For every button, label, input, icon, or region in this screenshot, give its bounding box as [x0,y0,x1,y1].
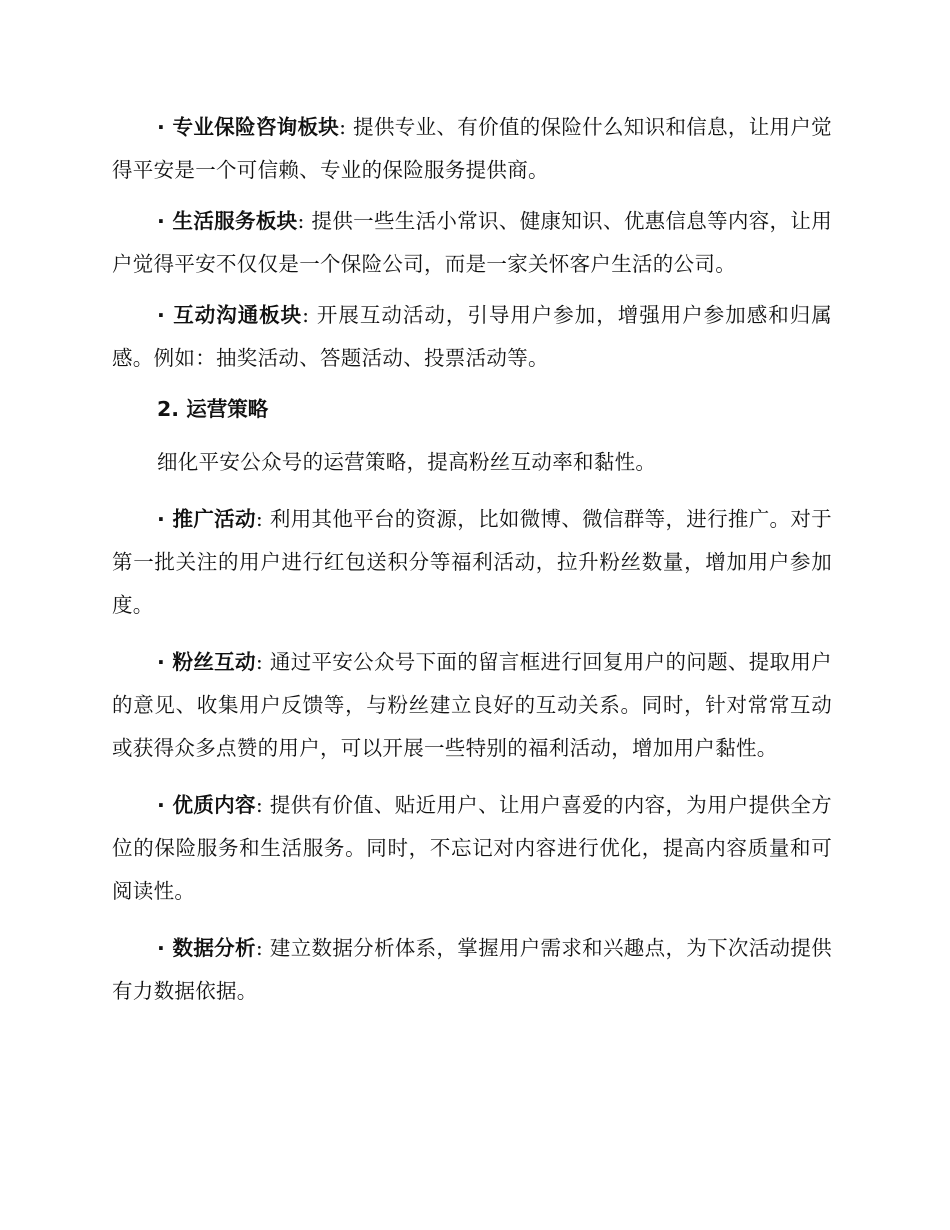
bullet-text: 提供一些生活小常识、健康知识、优惠信息等内容，让用户觉得平安不仅仅是一个保险公司，而是一家关怀客户生活的公司。 [112,209,832,276]
strategy-text: 提供有价值、贴近用户、让用户喜爱的内容，为用户提供全方位的保险服务和生活服务。同时，不忘记对内容进行优化，提高内容质量和可阅读性。 [112,793,832,903]
section-heading: 2. 运营策略 [157,397,269,421]
strategy-text: 通过平安公众号下面的留言框进行回复用户的问题、提取用户的意见、收集用户反馈等，与粉丝建立良好的互动关系。同时，针对常常互动或获得众多点赞的用户，可以开展一些特别的福利活动，增加用户黏性。 [112,650,832,760]
strategy-paragraph-data-analysis [112,927,832,1013]
strategy-colon: : [255,936,270,960]
strategy-text: 利用其他平台的资源，比如微博、微信群等，进行推广。对于第一批关注的用户进行红包送积分等福利活动，拉升粉丝数量，增加用户参加度。 [112,507,832,617]
strategy-text: 建立数据分析体系，掌握用户需求和兴趣点，为下次活动提供有力数据依据。 [112,936,832,1003]
strategy-term: · 数据分析 [157,936,256,960]
strategy-term: · 粉丝互动 [157,650,256,674]
bullet-colon: : [302,303,317,327]
bullet-text: 开展互动活动，引导用户参加，增强用户参加感和归属感。例如：抽奖活动、答题活动、投票活动等。 [112,303,832,370]
strategy-paragraph-promotion [112,498,832,627]
strategy-term: · 优质内容 [157,793,256,817]
strategy-term: · 推广活动 [157,507,256,531]
strategy-paragraph-quality-content [112,784,832,913]
strategy-colon: : [255,793,270,817]
bullet-term: · 生活服务板块 [157,209,298,233]
strategy-colon: : [255,650,270,674]
bullet-term: · 互动沟通板块 [157,303,303,327]
strategy-colon: : [255,507,270,531]
bullet-term: · 专业保险咨询板块 [157,115,340,139]
document-page [112,106,832,1013]
bullet-paragraph-consulting [112,106,832,192]
bullet-paragraph-interaction [112,294,832,380]
bullet-colon: : [339,115,354,139]
bullet-paragraph-life-service [112,200,832,286]
intro-paragraph: 细化平安公众号的运营策略，提高粉丝互动率和黏性。 [157,450,657,474]
bullet-text: 提供专业、有价值的保险什么知识和信息，让用户觉得平安是一个可信赖、专业的保险服务提供商。 [112,115,832,182]
strategy-paragraph-fan-interaction [112,641,832,770]
bullet-colon: : [297,209,312,233]
